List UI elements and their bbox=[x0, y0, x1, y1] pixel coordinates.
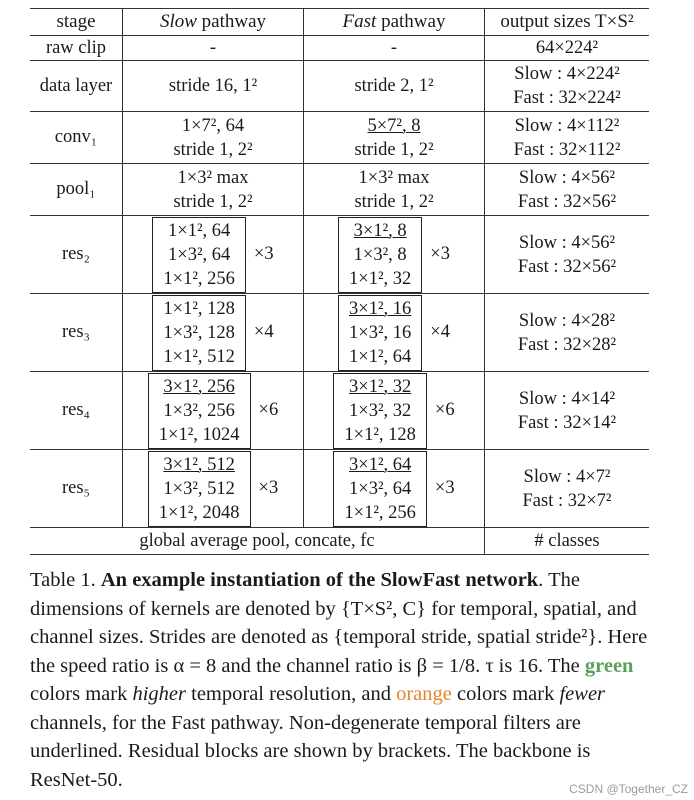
bracket bbox=[148, 373, 251, 449]
header-stage: stage bbox=[30, 9, 123, 36]
watermark: CSDN @Together_CZ bbox=[569, 782, 688, 796]
slow-line: 1×1², 64 bbox=[168, 220, 231, 241]
block-multiplier: ×3 bbox=[253, 244, 274, 264]
slow-line: stride 1, 2² bbox=[173, 139, 253, 160]
fast-cell bbox=[304, 164, 485, 216]
output-slow: Slow : 4×56² bbox=[518, 167, 616, 188]
slow-line: stride 1, 2² bbox=[173, 191, 253, 212]
stage-cell: pool₁ bbox=[30, 164, 123, 216]
fast-line: 1×1², 128 bbox=[344, 424, 416, 445]
table-footer-row bbox=[30, 528, 649, 555]
fast-line: 1×3², 8 bbox=[353, 244, 407, 265]
slow-cell bbox=[123, 164, 304, 216]
header-fast-suffix: pathway bbox=[376, 11, 446, 32]
header-slow-suffix: pathway bbox=[196, 11, 267, 32]
caption-emphasis-fewer: fewer bbox=[559, 683, 606, 705]
block-multiplier: ×3 bbox=[430, 244, 450, 264]
fast-line: 1×3² max bbox=[358, 167, 430, 188]
output-fast: Fast : 32×56² bbox=[517, 191, 617, 212]
fast-line-underlined: 3×1², 16 bbox=[349, 298, 412, 319]
fast-cell: - bbox=[304, 36, 485, 61]
slow-cell bbox=[123, 294, 304, 372]
slow-line-underlined: 3×1², 512 bbox=[163, 454, 235, 475]
slow-cell: - bbox=[123, 36, 304, 61]
slow-line: 1×3², 128 bbox=[163, 322, 235, 343]
bracket bbox=[333, 373, 426, 449]
caption-text: channels, for the Fast pathway. Non-degenerate temporal filters are underlined. Residual blocks are shown by brackets. The backbone is ResNet-50. bbox=[30, 711, 591, 791]
fast-line: 1×3², 64 bbox=[349, 478, 412, 499]
block-multiplier: ×6 bbox=[258, 400, 279, 420]
table-row bbox=[30, 450, 649, 528]
table-header-row bbox=[30, 9, 649, 36]
output-slow: Slow : 4×28² bbox=[518, 310, 616, 331]
bracket bbox=[338, 295, 422, 371]
output-slow: Slow : 4×224² bbox=[514, 64, 620, 84]
header-slow-pathway bbox=[123, 9, 304, 36]
caption-green-word: green bbox=[584, 654, 634, 677]
slow-cell bbox=[123, 450, 304, 528]
output-cell bbox=[485, 112, 650, 164]
footer-classes: # classes bbox=[485, 528, 650, 555]
fast-cell bbox=[304, 112, 485, 164]
footer-head: global average pool, concate, fc bbox=[30, 528, 485, 555]
table-row bbox=[30, 294, 649, 372]
block-multiplier: ×4 bbox=[430, 322, 450, 342]
caption-emphasis-higher: higher bbox=[132, 683, 187, 705]
header-fast-word: Fast bbox=[342, 11, 377, 32]
fast-cell bbox=[304, 294, 485, 372]
header-slow-word: Slow bbox=[159, 11, 197, 32]
caption-text: . The dimensions of kernels are denoted by {T×S², C} for temporal, spatial, and channel sizes. Strides are denoted as {temporal stride, spatial stride²}. Here the speed ratio is α = 8 and the channel ratio is β = 1/8. τ is 16. The bbox=[30, 569, 648, 677]
bracket bbox=[148, 451, 251, 527]
output-cell bbox=[485, 294, 650, 372]
fast-cell: stride 2, 1² bbox=[304, 61, 485, 112]
output-fast: Fast : 32×56² bbox=[517, 256, 617, 277]
output-cell bbox=[485, 61, 650, 112]
slow-line: 1×3², 64 bbox=[168, 244, 231, 265]
slow-line: 1×1², 1024 bbox=[158, 424, 240, 445]
stage-cell: res₄ bbox=[30, 372, 123, 450]
block-multiplier: ×4 bbox=[253, 322, 274, 342]
stage-cell: raw clip bbox=[30, 36, 123, 61]
table-row bbox=[30, 164, 649, 216]
residual-block bbox=[338, 295, 450, 371]
slow-line: 1×3² max bbox=[177, 167, 249, 188]
output-fast: Fast : 32×14² bbox=[517, 412, 617, 433]
table-row bbox=[30, 216, 649, 294]
output-slow: Slow : 4×56² bbox=[518, 232, 616, 253]
residual-block bbox=[338, 217, 450, 293]
fast-line-underlined: 5×7², 8 bbox=[367, 115, 421, 136]
header-fast-pathway bbox=[304, 9, 485, 36]
caption-text: colors mark bbox=[451, 683, 560, 705]
residual-block bbox=[148, 451, 278, 527]
stage-cell: conv₁ bbox=[30, 112, 123, 164]
output-cell bbox=[485, 216, 650, 294]
bracket bbox=[152, 217, 245, 293]
fast-line: 1×3², 16 bbox=[349, 322, 412, 343]
caption-text: temporal resolution, and bbox=[186, 683, 397, 705]
slow-line: 1×1², 128 bbox=[163, 298, 235, 319]
slow-cell bbox=[123, 372, 304, 450]
slow-line: 1×3², 512 bbox=[163, 478, 235, 499]
output-slow: Slow : 4×112² bbox=[514, 115, 620, 136]
slow-line: 1×7², 64 bbox=[181, 115, 245, 136]
fast-cell bbox=[304, 216, 485, 294]
output-fast: Fast : 32×28² bbox=[517, 334, 617, 355]
residual-block bbox=[152, 217, 273, 293]
table-row bbox=[30, 36, 649, 61]
fast-cell bbox=[304, 372, 485, 450]
fast-cell bbox=[304, 450, 485, 528]
bracket bbox=[333, 451, 426, 527]
stage-cell: data layer bbox=[30, 61, 123, 112]
output-cell: 64×224² bbox=[485, 36, 650, 61]
output-cell bbox=[485, 164, 650, 216]
fast-line: stride 1, 2² bbox=[354, 191, 434, 212]
slow-line: 1×1², 512 bbox=[163, 346, 235, 367]
table-row bbox=[30, 61, 649, 112]
stage-cell: res₃ bbox=[30, 294, 123, 372]
slow-cell: stride 16, 1² bbox=[123, 61, 304, 112]
slow-line-underlined: 3×1², 256 bbox=[163, 376, 235, 397]
residual-block bbox=[333, 451, 454, 527]
output-slow: Slow : 4×14² bbox=[518, 388, 616, 409]
stage-cell: res₂ bbox=[30, 216, 123, 294]
slow-line: 1×1², 256 bbox=[163, 268, 235, 289]
fast-line: 1×1², 64 bbox=[349, 346, 412, 367]
bracket bbox=[152, 295, 245, 371]
output-slow: Slow : 4×7² bbox=[523, 466, 611, 487]
table-row bbox=[30, 112, 649, 164]
residual-block bbox=[152, 295, 273, 371]
slow-cell bbox=[123, 112, 304, 164]
bracket bbox=[338, 217, 422, 293]
output-fast: Fast : 32×112² bbox=[513, 139, 621, 160]
fast-line-underlined: 3×1², 32 bbox=[349, 376, 412, 397]
slow-cell bbox=[123, 216, 304, 294]
slow-line: 1×1², 2048 bbox=[158, 502, 240, 523]
residual-block bbox=[148, 373, 278, 449]
fast-line: stride 1, 2² bbox=[354, 139, 434, 160]
output-fast: Fast : 32×224² bbox=[513, 88, 621, 108]
output-fast: Fast : 32×7² bbox=[522, 490, 612, 511]
block-multiplier: ×3 bbox=[434, 478, 455, 498]
caption-text: colors mark bbox=[30, 683, 133, 705]
caption-orange-word: orange bbox=[396, 683, 452, 705]
caption-label: Table 1. bbox=[30, 569, 96, 591]
table-caption bbox=[30, 566, 650, 794]
stage-cell: res₅ bbox=[30, 450, 123, 528]
fast-line: 1×3², 32 bbox=[349, 400, 412, 421]
caption-title: An example instantiation of the SlowFast network bbox=[100, 569, 539, 591]
fast-line-underlined: 3×1², 64 bbox=[349, 454, 412, 475]
block-multiplier: ×6 bbox=[434, 400, 455, 420]
slow-line: 1×3², 256 bbox=[163, 400, 235, 421]
output-cell bbox=[485, 372, 650, 450]
residual-block bbox=[333, 373, 454, 449]
header-output-sizes: output sizes T×S² bbox=[485, 9, 650, 36]
table-row bbox=[30, 372, 649, 450]
fast-line-underlined: 3×1², 8 bbox=[353, 220, 407, 241]
fast-line: 1×1², 256 bbox=[344, 502, 416, 523]
fast-line: 1×1², 32 bbox=[349, 268, 412, 289]
block-multiplier: ×3 bbox=[258, 478, 279, 498]
architecture-table bbox=[30, 8, 646, 555]
output-cell bbox=[485, 450, 650, 528]
